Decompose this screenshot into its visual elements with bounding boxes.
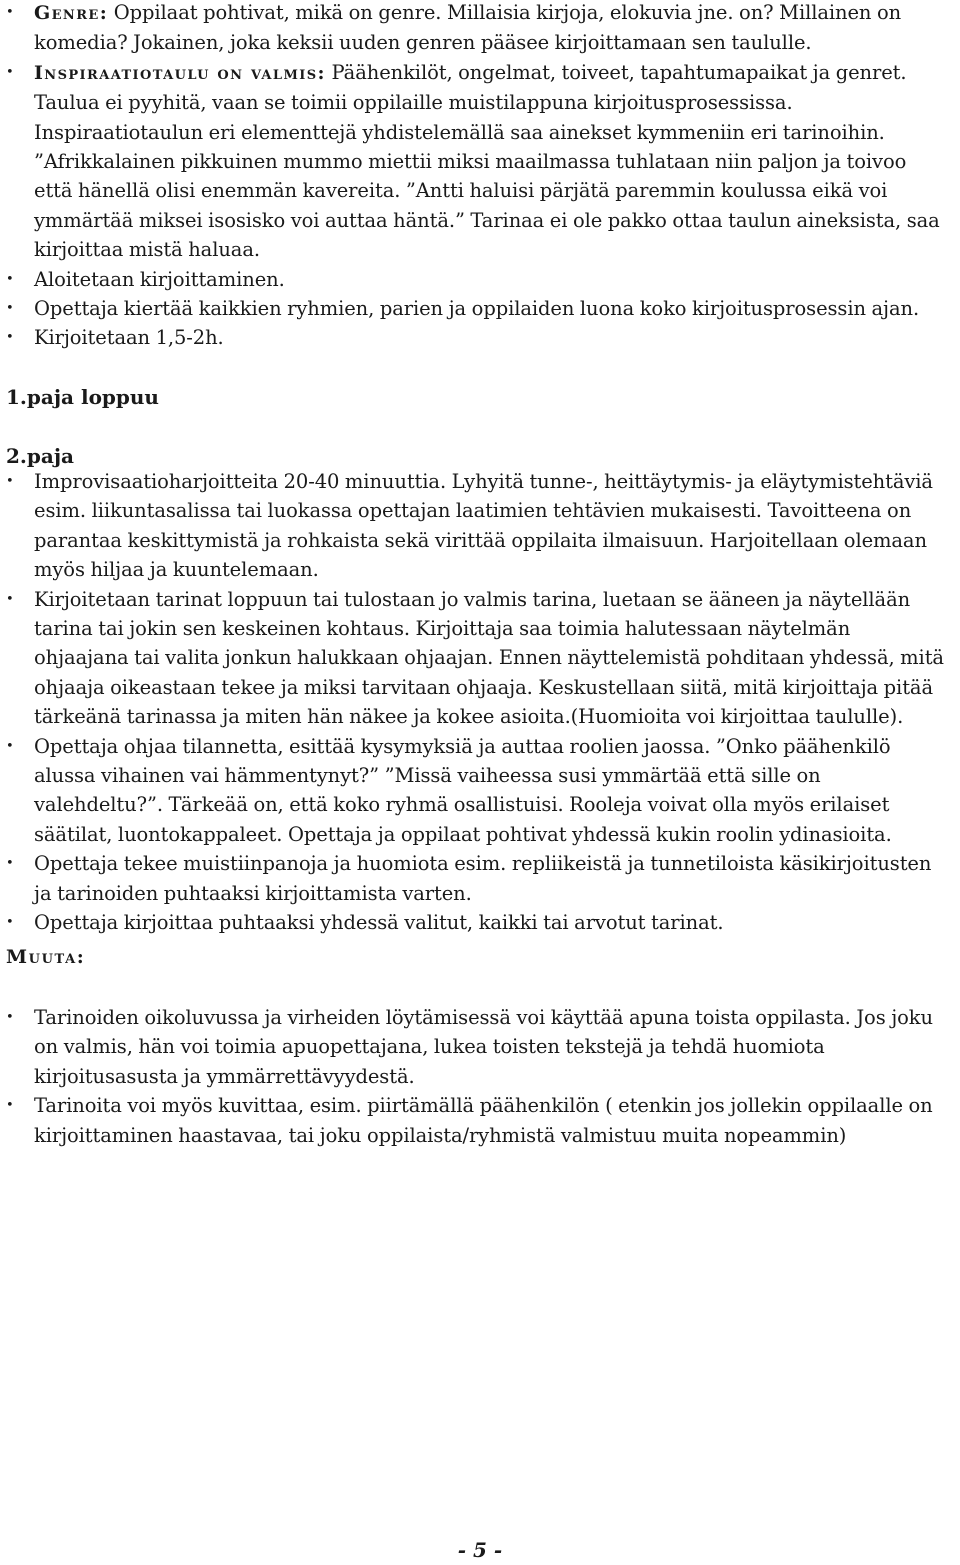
bullet-icon: • (6, 301, 14, 317)
list-item (0, 849, 950, 908)
bullet-icon: • (6, 1010, 14, 1025)
bullet-icon: • (6, 271, 14, 287)
bullet-icon: • (6, 915, 14, 931)
bullet-icon: • (6, 64, 14, 80)
list-item (0, 323, 950, 352)
item-text: Improvisaatioharjoitteita 20-40 minuuttia. Lyhyitä tunne-, heittäytymis- ja eläytymistehtäviä esim. liikuntasalissa tai luokassa opettajan laatimien tehtävien mukaisesti. Tavoitteena on parantaa keskittymistä ja rohkaista sekä virittää oppilaita ilmaisuun. Harjoitellaan olemaan myös hiljaa ja kuuntelemaan. (34, 470, 933, 582)
list-item (0, 585, 950, 732)
list-item (0, 265, 950, 294)
section-heading-muuta: Muuta: (6, 946, 86, 968)
item-text: Oppilaat pohtivat, mikä on genre. Millaisia kirjoja, elokuvia jne. on? Millainen on komedia? Jokainen, joka keksii uuden genren pääsee kirjoittamaan sen taululle. (34, 1, 902, 55)
list-item (0, 58, 950, 265)
bullet-list-muuta (0, 1003, 950, 1150)
list-item (0, 0, 950, 58)
item-text: Opettaja kiertää kaikkien ryhmien, parien ja oppilaiden luona koko kirjoitusprosessin ajan. (34, 297, 920, 321)
list-item (0, 294, 950, 323)
item-text: Kirjoitetaan 1,5-2h. (34, 326, 224, 350)
item-text: Kirjoitetaan tarinat loppuun tai tulostaan jo valmis tarina, luetaan se ääneen ja näytellään tarina tai jokin sen keskeinen kohtaus. Kirjoittaja saa toimia halutessaan näytelmän ohjaajana tai valita jonkun halukkaan ohjaajan. Ennen näyttelemistä pohditaan yhdessä, mitä ohjaaja oikeastaan tekee ja miksi tarvitaan ohjaaja. Keskustellaan siitä, mitä kirjoittaja pitää tärkeänä tarinassa ja miten hän näkee ja kokee asioita.(Huomioita voi kirjoittaa taululle). (34, 587, 944, 729)
item-text: Päähenkilöt, ongelmat, toiveet, tapahtumapaikat ja genret. Taulua ei pyyhitä, vaan se toimii oppilaille muistilappuna kirjoitusprosessissa. Inspiraatiotaulun eri elementtejä yhdistelemällä saa ainekset kymmeniin eri tarinoihin. ”Afrikkalainen pikkuinen mummo miettii miksi maailmassa tuhlataan niin paljon ja toivoo että hänellä olisi enemmän kavereita. ”Antti haluisi pärjätä paremmin koulussa eikä voi ymmärtää miksei isosisko voi auttaa häntä.” Tarinaa ei ole pakko ottaa taulun aineksista, saa kirjoittaa mistä haluaa. (34, 60, 940, 262)
item-text: Opettaja ohjaa tilannetta, esittää kysymyksiä ja auttaa roolien jaossa. ”Onko päähenkilö alussa vihainen vai hämmentynyt?” ”Missä vaiheessa susi ymmärtää että sille on valehdeltu?”. Tärkeää on, että koko ryhmä osallistuisi. Rooleja voivat olla myös erilaiset säätilat, luontokappaleet. Opettaja ja oppilaat pohtivat yhdessä kukin roolin ydinasioita. (34, 734, 892, 846)
bullet-icon: • (6, 5, 14, 20)
section-heading-paja2: 2.paja (6, 444, 75, 468)
bullet-icon: • (6, 474, 14, 489)
item-text: Opettaja kirjoittaa puhtaaksi yhdessä valitut, kaikki tai arvotut tarinat. (34, 911, 724, 935)
item-text: Tarinoita voi myös kuvittaa, esim. piirtämällä päähenkilön ( etenkin jos jollekin oppilaalle on kirjoittaminen haastavaa, tai joku oppilaista/ryhmistä valmistuu muita nopeammin) (34, 1094, 933, 1147)
section-heading-paja1: 1.paja loppuu (6, 385, 159, 409)
list-item (0, 1091, 950, 1150)
bullet-icon: • (6, 738, 14, 754)
list-item (0, 908, 950, 937)
item-text: Tarinoiden oikoluvussa ja virheiden löytämisessä voi käyttää apuna toista oppilasta. Jos joku on valmis, hän voi toimia apuopettajana, lukea toisten tekstejä ja tehdä huomiota kirjoitusasusta ja ymmärrettävyydestä. (34, 1006, 933, 1088)
bullet-list-top (0, 0, 950, 353)
list-item (0, 732, 950, 850)
list-item (0, 1003, 950, 1091)
page-number: - 5 - (457, 1538, 503, 1562)
item-text: Aloitetaan kirjoittaminen. (34, 267, 285, 291)
bullet-list-paja2 (0, 467, 950, 938)
list-item (0, 467, 950, 585)
bullet-icon: • (6, 330, 14, 346)
item-text: Opettaja tekee muistiinpanoja ja huomiota esim. repliikeistä ja tunnetiloista käsikirjoitusten ja tarinoiden puhtaaksi kirjoittamista varten. (34, 852, 932, 905)
bullet-icon: • (6, 856, 14, 872)
item-label: Genre: (34, 2, 109, 24)
item-label: Inspiraatiotaulu on valmis: (34, 61, 326, 84)
bullet-icon: • (6, 1098, 14, 1114)
bullet-icon: • (6, 591, 14, 607)
